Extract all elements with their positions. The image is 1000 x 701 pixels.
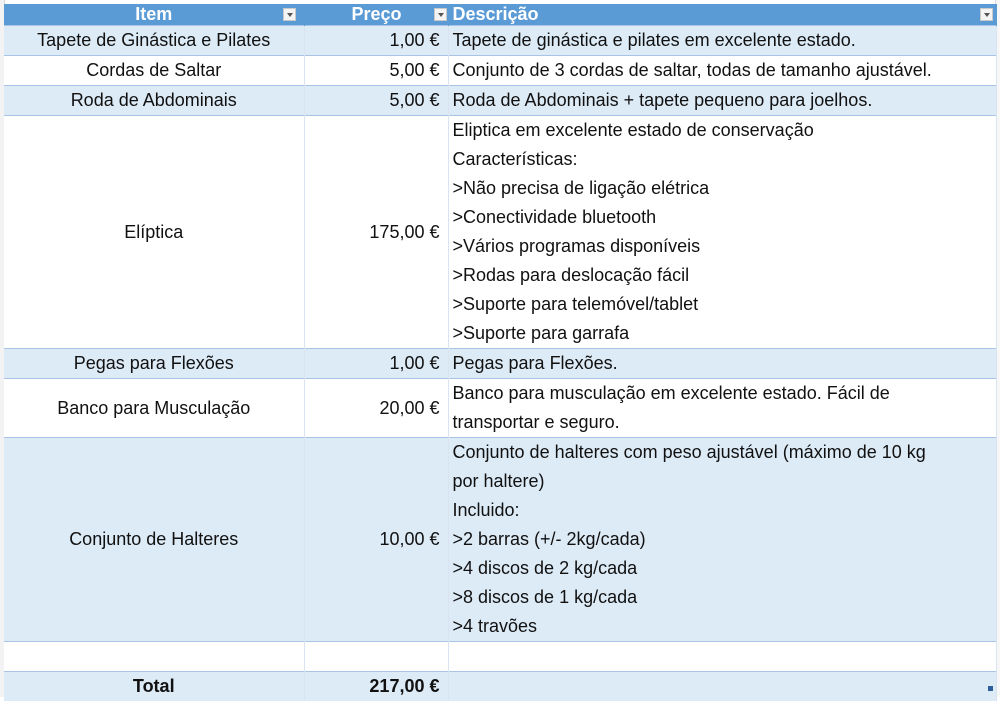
items-table (4, 4, 997, 701)
item-cell[interactable]: Elíptica (4, 116, 304, 349)
price-cell[interactable]: 1,00 € (304, 349, 448, 379)
description-line: >Conectividade bluetooth (453, 203, 992, 232)
description-line: transportar e seguro. (453, 408, 992, 437)
header-item (4, 4, 304, 26)
table-row (4, 86, 996, 116)
price-cell[interactable]: 10,00 € (304, 438, 448, 642)
item-cell[interactable]: Tapete de Ginástica e Pilates (4, 26, 304, 56)
item-cell[interactable]: Cordas de Saltar (4, 56, 304, 86)
description-line: Pegas para Flexões. (453, 349, 992, 378)
empty-cell[interactable] (304, 642, 448, 672)
table-row (4, 116, 996, 349)
price-cell[interactable]: 175,00 € (304, 116, 448, 349)
table-row (4, 56, 996, 86)
filter-dropdown-icon[interactable] (283, 8, 296, 21)
price-cell[interactable]: 20,00 € (304, 379, 448, 438)
description-line: >2 barras (+/- 2kg/cada) (453, 525, 992, 554)
item-cell[interactable]: Banco para Musculação (4, 379, 304, 438)
description-cell[interactable] (448, 438, 996, 642)
description-line: >Não precisa de ligação elétrica (453, 174, 992, 203)
price-cell[interactable]: 5,00 € (304, 86, 448, 116)
total-price[interactable]: 217,00 € (304, 672, 448, 701)
description-line: >8 discos de 1 kg/cada (453, 583, 992, 612)
description-line: >Rodas para deslocação fácil (453, 261, 992, 290)
empty-row (4, 642, 996, 672)
item-cell[interactable]: Pegas para Flexões (4, 349, 304, 379)
table-row (4, 26, 996, 56)
filter-dropdown-icon[interactable] (434, 8, 447, 21)
description-cell[interactable] (448, 86, 996, 116)
header-price (304, 4, 448, 26)
description-line: >Suporte para garrafa (453, 319, 992, 348)
empty-cell[interactable] (4, 642, 304, 672)
header-description-label: Descrição (449, 4, 996, 25)
table-row (4, 438, 996, 642)
description-line: Características: (453, 145, 992, 174)
description-cell[interactable] (448, 379, 996, 438)
description-line: >Vários programas disponíveis (453, 232, 992, 261)
empty-cell[interactable] (448, 642, 996, 672)
description-line: Conjunto de halteres com peso ajustável (máximo de 10 kg (453, 438, 992, 467)
description-line: Roda de Abdominais + tapete pequeno para joelhos. (453, 86, 992, 115)
header-description (448, 4, 996, 26)
table-resize-handle[interactable] (988, 686, 993, 691)
description-cell[interactable] (448, 349, 996, 379)
table-row (4, 379, 996, 438)
price-cell[interactable]: 5,00 € (304, 56, 448, 86)
description-line: Banco para musculação em excelente estado. Fácil de (453, 379, 992, 408)
total-label[interactable]: Total (4, 672, 304, 701)
description-line: Eliptica em excelente estado de conservação (453, 116, 992, 145)
description-line: Incluido: (453, 496, 992, 525)
table-row (4, 349, 996, 379)
description-cell[interactable] (448, 116, 996, 349)
filter-dropdown-icon[interactable] (980, 8, 993, 21)
price-cell[interactable]: 1,00 € (304, 26, 448, 56)
header-item-label: Item (4, 4, 304, 25)
description-line: >Suporte para telemóvel/tablet (453, 290, 992, 319)
header-price-label: Preço (305, 4, 448, 25)
description-line: Conjunto de 3 cordas de saltar, todas de tamanho ajustável. (453, 56, 992, 85)
description-line: por haltere) (453, 467, 992, 496)
item-cell[interactable]: Roda de Abdominais (4, 86, 304, 116)
item-cell[interactable]: Conjunto de Halteres (4, 438, 304, 642)
description-cell[interactable] (448, 26, 996, 56)
description-cell[interactable] (448, 56, 996, 86)
description-line: >4 travões (453, 612, 992, 641)
description-line: >4 discos de 2 kg/cada (453, 554, 992, 583)
description-line: Tapete de ginástica e pilates em excelente estado. (453, 26, 992, 55)
header-row (4, 4, 996, 26)
